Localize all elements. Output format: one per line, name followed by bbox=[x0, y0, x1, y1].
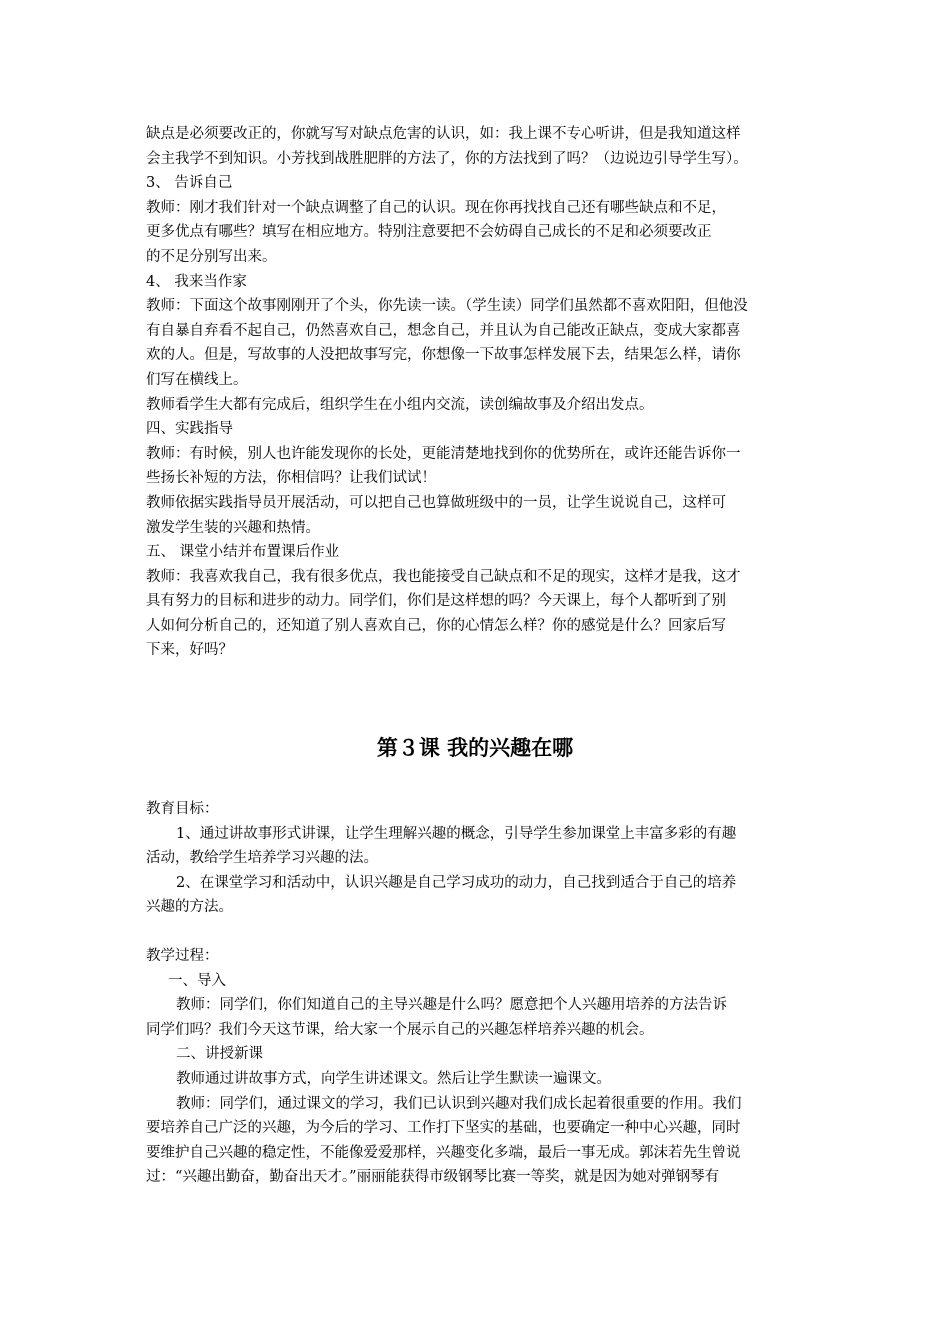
section-heading: 四、实践指导 bbox=[146, 421, 233, 438]
section-heading: 4、 我来当作家 bbox=[146, 273, 247, 290]
text-line: 些扬长补短的方法，你相信吗？让我们试试！ bbox=[146, 470, 436, 487]
text-line: 更多优点有哪些？填写在相应地方。特别注意要把不会妨碍自己成长的不足和必须要改正 bbox=[146, 224, 712, 241]
text-line: 有自暴自弃看不起自己，仍然喜欢自己，想念自己，并且认为自己能改正缺点，变成大家都喜 bbox=[146, 322, 741, 339]
text-line: 具有努力的目标和进步的动力。同学们，你们是这样想的吗？今天课上，每个人都听到了别 bbox=[146, 593, 726, 610]
text-line: 教师：我喜欢我自己，我有很多优点，我也能接受自己缺点和不足的现实，这样才是我，这才 bbox=[146, 568, 741, 585]
text-line: 教师：同学们，通过课文的学习，我们已认识到兴趣对我们成长起着很重要的作用。我们 bbox=[176, 1095, 742, 1112]
section-heading: 3、 告诉自己 bbox=[146, 175, 233, 192]
section-heading: 五、 课堂小结并布置课后作业 bbox=[146, 544, 340, 561]
section-heading: 二、讲授新课 bbox=[176, 1046, 263, 1063]
text-line: 教师：有时候，别人也许能发现你的长处，更能清楚地找到你的优势所在，或许还能告诉你一 bbox=[146, 445, 741, 462]
previous-lesson-continuation bbox=[146, 122, 818, 663]
text-line: 激发学生装的兴趣和热情。 bbox=[146, 519, 320, 536]
spacer bbox=[146, 920, 818, 944]
text-line: 人如何分析自己的，还知道了别人喜欢自己，你的心情怎么样？你的感觉是什么？回家后写 bbox=[146, 617, 726, 634]
section-heading: 一、导入 bbox=[168, 972, 226, 989]
text-line: 教师看学生大都有完成后，组织学生在小组内交流，读创编故事及介绍出发点。 bbox=[146, 396, 654, 413]
lesson-title: 第３课 我的兴趣在哪 bbox=[376, 735, 574, 761]
text-line: 教师：刚才我们针对一个缺点调整了自己的认识。现在你再找找自己还有哪些缺点和不足， bbox=[146, 199, 726, 216]
text-line: 的不足分别写出来。 bbox=[146, 248, 277, 265]
text-line: 要维护自己兴趣的稳定性，不能像爱爱那样，兴趣变化多端，最后一事无成。郭沫若先生曾说 bbox=[146, 1144, 741, 1161]
text-line: 教师：下面这个故事刚刚开了个头，你先读一读。（学生读）同学们虽然都不喜欢阳阳，但他没 bbox=[146, 298, 748, 315]
lesson-3-body bbox=[146, 797, 818, 1190]
text-line: 过：“兴趣出勤奋，勤奋出天才。”丽丽能获得市级钢琴比赛一等奖，就是因为她对弹钢琴有 bbox=[146, 1169, 720, 1186]
text-line: 会主我学不到知识。小芳找到战胜肥胖的方法了，你的方法找到了吗？（边说边引导学生写）。 bbox=[146, 150, 748, 167]
goal-1-line: 1、通过讲故事形式讲课，让学生理解兴趣的概念，引导学生参加课堂上丰富多彩的有趣 bbox=[176, 825, 737, 842]
goal-2-line: 2、在课堂学习和活动中，认识兴趣是自己学习成功的动力，自己找到适合于自己的培养 bbox=[176, 874, 737, 891]
text-line: 欢的人。但是，写故事的人没把故事写完，你想像一下故事怎样发展下去，结果怎么样，请你 bbox=[146, 347, 741, 364]
goal-1-line: 活动，教给学生培养学习兴趣的法。 bbox=[146, 850, 378, 867]
text-line: 们写在横线上。 bbox=[146, 371, 248, 388]
text-line: 教师通过讲故事方式，向学生讲述课文。然后让学生默读一遍课文。 bbox=[176, 1071, 611, 1087]
text-line: 同学们吗？我们今天这节课，给大家一个展示自己的兴趣怎样培养兴趣的机会。 bbox=[146, 1021, 654, 1038]
process-heading: 教学过程： bbox=[146, 948, 219, 965]
text-line: 缺点是必须要改正的，你就写写对缺点危害的认识，如：我上课不专心听讲，但是我知道这样 bbox=[146, 126, 741, 142]
text-line: 教师依据实践指导员开展活动，可以把自己也算做班级中的一员，让学生说说自己，这样可 bbox=[146, 494, 726, 511]
text-line: 下来，好吗？ bbox=[146, 642, 233, 659]
text-line: 教师：同学们，你们知道自己的主导兴趣是什么吗？愿意把个人兴趣用培养的方法告诉 bbox=[176, 997, 727, 1014]
text-line: 要培养自己广泛的兴趣，为今后的学习、工作打下坚实的基础，也要确定一种中心兴趣，同时 bbox=[146, 1120, 741, 1137]
goal-2-line: 兴趣的方法。 bbox=[146, 899, 233, 916]
goals-heading: 教育目标： bbox=[146, 801, 219, 818]
